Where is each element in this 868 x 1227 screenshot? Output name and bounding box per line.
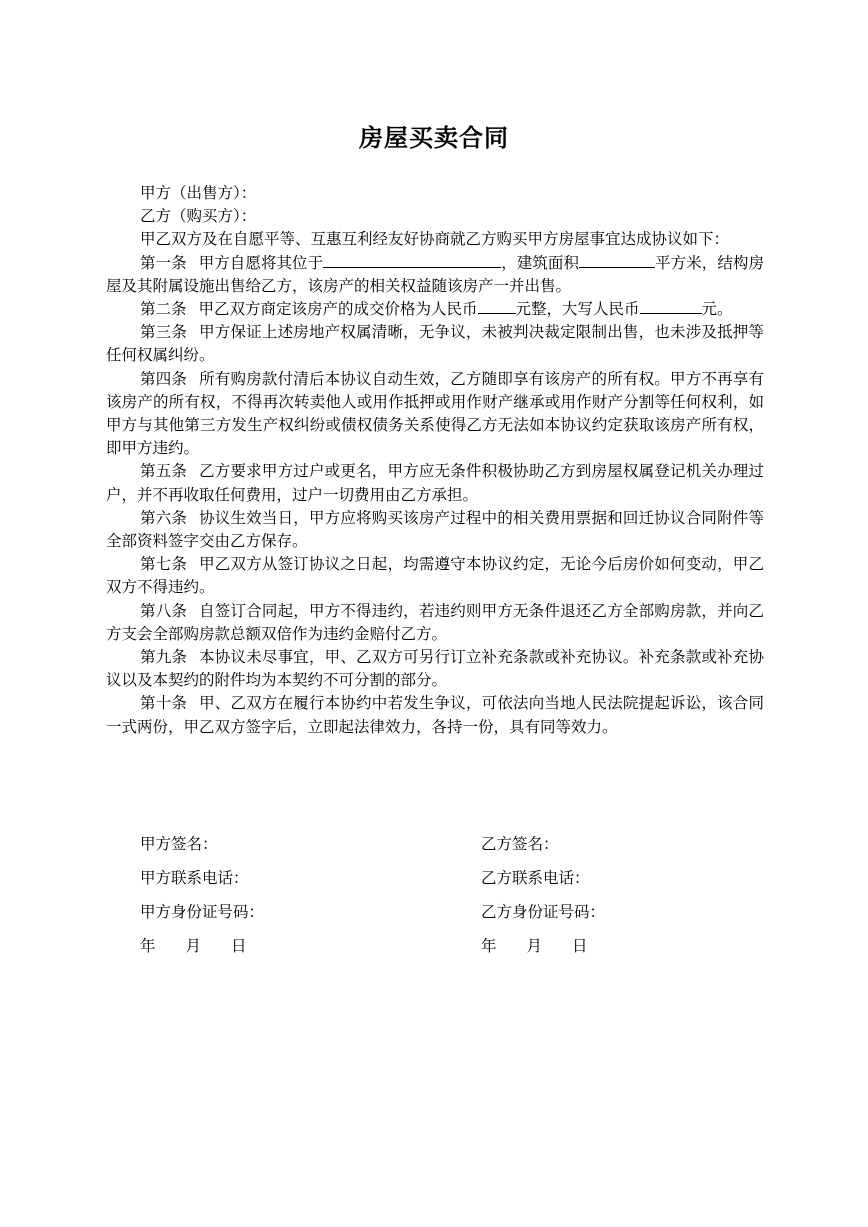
article-1 [106, 252, 764, 298]
day-label: 日 [572, 937, 588, 955]
article-label: 第十条 [140, 694, 188, 713]
party-b-phone-label: 乙方联系电话： [481, 869, 590, 887]
party-a-id-label: 甲方身份证号码： [140, 903, 265, 921]
article-text: 平方米，结构房屋及其附属设施出售给乙方，该房产的相关权益随该房产一并出售。 [106, 253, 764, 295]
year-label: 年 [481, 937, 497, 955]
contract-body [106, 182, 764, 739]
article-text: 甲方自愿将其位于 [198, 253, 324, 272]
price-blank[interactable] [478, 298, 516, 314]
preamble: 甲乙双方及在自愿平等、互惠互利经友好协商就乙方购买甲方房屋事宜达成协议如下： [140, 230, 730, 249]
party-b-id-label: 乙方身份证号码： [481, 903, 606, 921]
article-text: 甲、乙双方在履行本协约中若发生争议，可依法向当地人民法院提起诉讼，该合同一式两份，甲乙双方签字后，立即起法律效力，各持一份，具有同等效力。 [106, 694, 764, 736]
month-label: 月 [185, 937, 202, 955]
article-label: 第三条 [140, 323, 188, 342]
party-b-line: 乙方（购买方）： [140, 207, 257, 226]
article-3 [106, 321, 764, 367]
article-text: 乙方要求甲方过户或更名，甲方应无条件积极协助乙方到房屋权属登记机关办理过户，并不再收取任何费用，过户一切费用由乙方承担。 [106, 462, 764, 504]
party-a-phone-label: 甲方联系电话： [140, 869, 249, 887]
article-label: 第一条 [140, 253, 187, 272]
article-text: 元。 [701, 300, 733, 319]
article-label: 第四条 [140, 369, 188, 388]
article-2 [106, 298, 764, 321]
article-4 [106, 368, 764, 461]
article-label: 第六条 [140, 508, 188, 527]
article-label: 第七条 [140, 555, 188, 574]
article-text: 元整，大写人民币 [515, 300, 640, 319]
article-text: 所有购房款付清后本协议自动生效，乙方随即享有该房产的所有权。甲方不再享有该房产的所有权，不得再次转卖他人或用作抵押或用作财产继承或用作财产分割等任何权利，如甲方与其他第三方发生产权纠纷或债权债务关系使得乙方无法如本协议约定获取该房产所有权，即甲方违约。 [106, 369, 764, 458]
article-text: 甲乙双方从签订协议之日起，均需遵守本协议约定，无论今后房价如何变动，甲乙双方不得违约。 [106, 555, 764, 597]
article-label: 第八条 [140, 601, 188, 620]
party-a-line: 甲方（出售方）： [140, 184, 257, 202]
area-blank[interactable] [579, 252, 655, 268]
article-text: 协议生效当日，甲方应将购买该房产过程中的相关费用票据和回迁协议合同附件等全部资料签字交由乙方保存。 [106, 508, 764, 551]
article-5 [106, 460, 764, 506]
document-title: 房屋买卖合同 [359, 123, 509, 152]
article-6 [106, 507, 764, 553]
party-a-date-line [140, 935, 247, 957]
article-7 [106, 553, 764, 599]
price-uppercase-blank[interactable] [640, 298, 702, 314]
article-8 [106, 600, 764, 646]
party-b-date-line [481, 935, 588, 957]
address-blank[interactable] [323, 252, 501, 268]
article-text: 自签订合同起，甲方不得违约，若违约则甲方无条件退还乙方全部购房款，并向乙方支会全部购房款总额双倍作为违约金赔付乙方。 [106, 601, 764, 643]
article-text: ，建筑面积 [501, 253, 580, 272]
day-label: 日 [231, 937, 247, 955]
article-10 [106, 692, 764, 738]
article-text: 本协议未尽事宜，甲、乙双方可另行订立补充条款或补充协议。补充条款或补充协议以及本契约的附件均为本契约不可分割的部分。 [106, 648, 764, 690]
article-label: 第二条 [140, 300, 187, 319]
month-label: 月 [526, 937, 543, 955]
article-label: 第九条 [140, 648, 188, 667]
party-b-signature-label: 乙方签名： [481, 835, 559, 853]
article-9 [106, 646, 764, 692]
article-text: 甲乙双方商定该房产的成交价格为人民币 [198, 300, 478, 319]
article-text: 甲方保证上述房地产权属清晰，无争议，未被判决裁定限制出售，也未涉及抵押等任何权属纠纷。 [106, 323, 764, 365]
party-a-signature-label: 甲方签名： [140, 835, 218, 853]
article-label: 第五条 [140, 462, 188, 481]
year-label: 年 [140, 937, 156, 955]
